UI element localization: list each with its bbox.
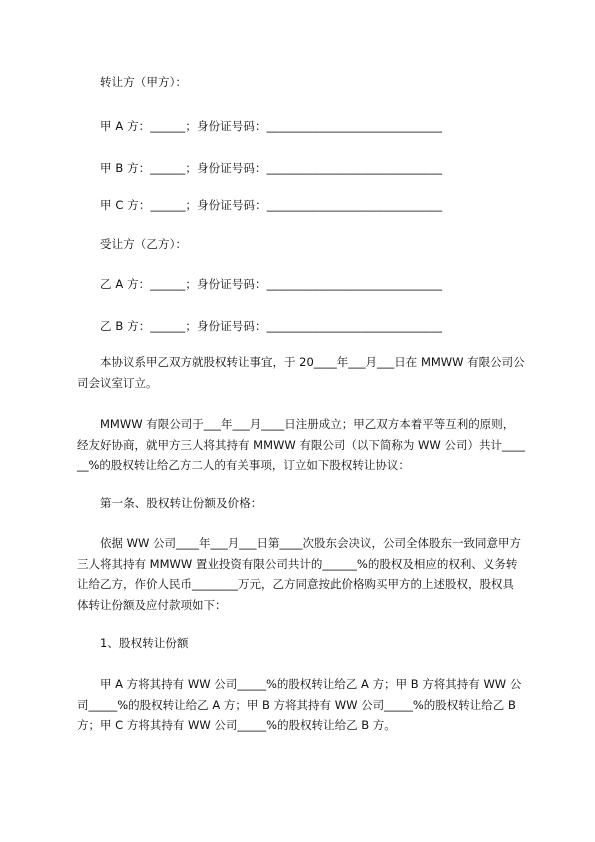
section-one-heading: 1、股权转让份额 — [100, 636, 189, 650]
resolution-paragraph: 依据 WW 公司____年___月___日第____次股东会决议，公司全体股东一致同意甲方三人将其持有 MMWW 置业投资有限公司共计的______%的股权及相应的权利、义务转让给乙方，作价人民币________万元，乙方同意按此价格购买甲方的上述股权，股权具体转让份额及应付款项如下： — [77, 536, 522, 612]
transferor-b-line: 甲 B 方：______；身份证号码：______________________________ — [100, 161, 443, 175]
transferor-a-line: 甲 A 方：______；身份证号码：______________________________ — [100, 119, 443, 133]
transferor-c-line: 甲 C 方：______；身份证号码：______________________________ — [100, 198, 443, 212]
shares-paragraph: 甲 A 方将其持有 WW 公司_____%的股权转让给乙 A 方；甲 B 方将其持有 WW 公司_____%的股权转让给乙 A 方；甲 B 方将其持有 WW 公司_____%的股权转让给乙 B 方；甲 C 方将其持有 WW 公司_____%的股权转让给乙 B 方。 — [77, 677, 522, 732]
transferee-b-line: 乙 B 方：______；身份证号码：______________________________ — [100, 319, 443, 333]
transferee-heading: 受让方（乙方）： — [100, 237, 188, 251]
article-one-heading: 第一条、股权转让份额及价格： — [100, 496, 263, 510]
company-paragraph: MMWW 有限公司于___年___月____日注册成立；甲乙双方本着平等互利的原则，经友好协商，就甲方三人将其持有 MMWW 有限公司（以下简称为 WW 公司）共计______%的股权转让给乙方二人的有关事项，订立如下股权转让协议： — [77, 417, 525, 472]
transferee-a-line: 乙 A 方：______；身份证号码：______________________________ — [100, 277, 443, 291]
transferor-heading: 转让方（甲方）： — [100, 75, 188, 89]
intro-paragraph: 本协议系甲乙双方就股权转让事宜，于 20____年___月___日在 MMWW 有限公司公司会议室订立。 — [77, 355, 525, 390]
